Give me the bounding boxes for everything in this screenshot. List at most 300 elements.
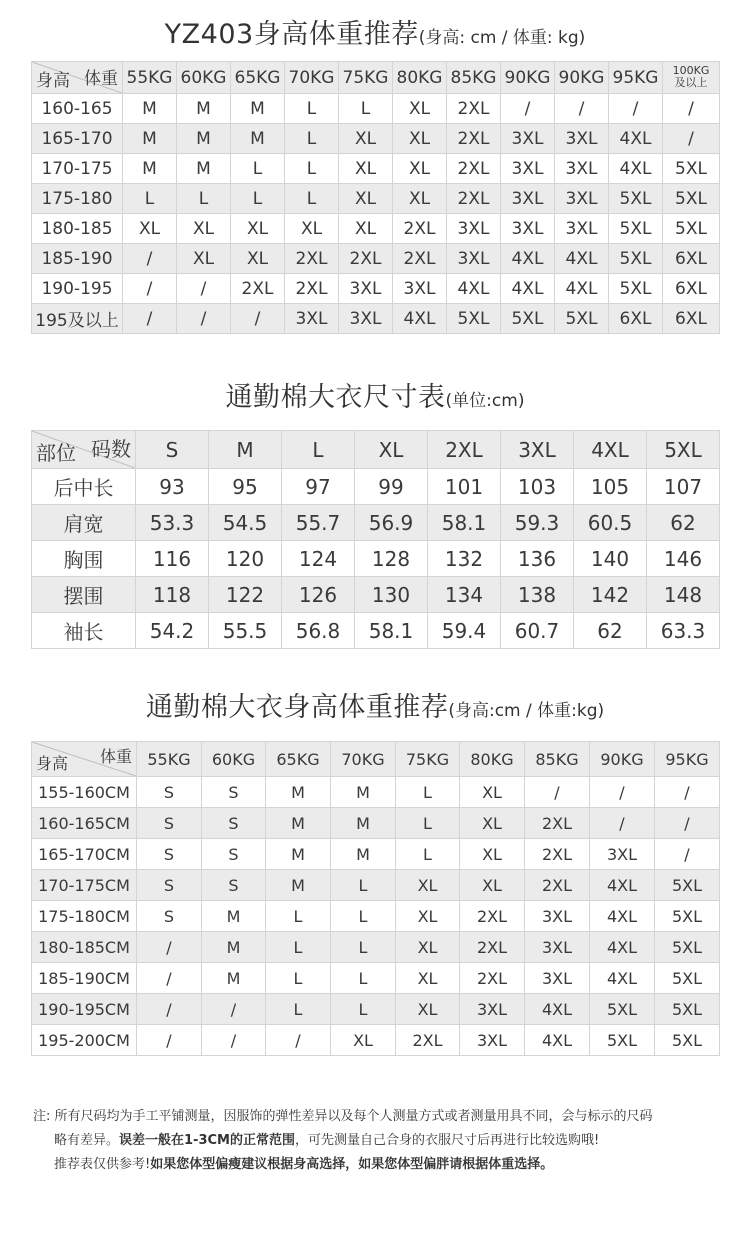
table1-table-row (32, 244, 720, 274)
table1-cell: 4XL (555, 274, 609, 304)
table3-height-weight-grid (31, 741, 720, 1056)
table3-cell: M (202, 963, 266, 994)
table2-corner-row-label: 部位 (36, 441, 76, 465)
table1-cell: / (177, 274, 231, 304)
table1-cell: / (663, 124, 720, 154)
table3-cell: S (137, 808, 202, 839)
table3-cell: XL (396, 994, 460, 1025)
note-line-3-emphasis: 如果您体型偏瘦建议根据身高选择，如果您体型偏胖请根据体重选择。 (150, 1157, 554, 1172)
table2-cell: 107 (647, 469, 720, 505)
table1-cell: XL (285, 214, 339, 244)
table1-cell: L (123, 184, 177, 214)
table3-cell: / (202, 1025, 266, 1056)
table2-cell: 63.3 (647, 613, 720, 649)
table3-cell: / (266, 1025, 331, 1056)
table3-table-row (32, 901, 720, 932)
table2-table-row (32, 469, 720, 505)
table1-title: YZ403身高体重推荐 (164, 19, 419, 50)
table1-table-row (32, 304, 720, 334)
table2-cell: 132 (428, 541, 501, 577)
table1-cell: M (177, 94, 231, 124)
table3-cell: / (202, 994, 266, 1025)
table3-cell: M (266, 839, 331, 870)
table3-cell: 2XL (396, 1025, 460, 1056)
table2-cell: 56.8 (282, 613, 355, 649)
table2-cell: 105 (574, 469, 647, 505)
table1-cell: 5XL (609, 274, 663, 304)
table1-cell: 5XL (447, 304, 501, 334)
table3-column-header: 55KG (137, 742, 202, 777)
table3-cell: S (137, 839, 202, 870)
table1-table-row (32, 214, 720, 244)
table3-cell: L (266, 901, 331, 932)
table1-cell: 3XL (285, 304, 339, 334)
table1-cell: 2XL (285, 244, 339, 274)
table3-row-header: 185-190CM (32, 963, 137, 994)
table3-title: 通勤棉大衣身高体重推荐 (145, 692, 449, 723)
table3-cell: L (331, 901, 396, 932)
table1-cell: 4XL (501, 244, 555, 274)
table3-cell: / (590, 777, 655, 808)
table1-column-header: 60KG (177, 62, 231, 94)
table1-cell: 2XL (393, 244, 447, 274)
table1-table-row (32, 124, 720, 154)
table1-corner-cell (32, 62, 123, 94)
table1-column-header: 65KG (231, 62, 285, 94)
table1-cell: 5XL (609, 214, 663, 244)
table1-cell: M (177, 154, 231, 184)
table3-cell: S (137, 777, 202, 808)
table2-corner-col-label: 码数 (91, 437, 131, 461)
table1-cell: 2XL (447, 184, 501, 214)
table2-column-header: 4XL (574, 431, 647, 469)
table1-cell: 4XL (393, 304, 447, 334)
table1-cell: / (501, 94, 555, 124)
table3-cell: / (137, 994, 202, 1025)
table3-cell: 5XL (590, 994, 655, 1025)
table2-subtitle: (单位:cm) (445, 391, 525, 411)
table2-column-header: L (282, 431, 355, 469)
table3-cell: S (202, 808, 266, 839)
table3-cell: / (655, 777, 720, 808)
table3-column-header: 95KG (655, 742, 720, 777)
table3-row-header: 175-180CM (32, 901, 137, 932)
table3-cell: L (331, 870, 396, 901)
table2-cell: 53.3 (136, 505, 209, 541)
table2-cell: 130 (355, 577, 428, 613)
table3-corner-col-label: 体重 (99, 747, 132, 766)
table2-cell: 103 (501, 469, 574, 505)
table1-cell: 3XL (447, 214, 501, 244)
table1-cell: M (231, 94, 285, 124)
table2-cell: 93 (136, 469, 209, 505)
table1-cell: / (123, 274, 177, 304)
table3-column-header: 60KG (202, 742, 266, 777)
table1-row-header: 180-185 (32, 214, 123, 244)
table2-cell: 58.1 (428, 505, 501, 541)
table3-cell: M (331, 839, 396, 870)
size-chart-title-3 (0, 685, 750, 724)
table1-cell: L (285, 124, 339, 154)
table3-cell: 2XL (525, 808, 590, 839)
table3-cell: / (655, 839, 720, 870)
table3-cell: L (331, 932, 396, 963)
table3-cell: L (331, 963, 396, 994)
table3-cell: M (202, 901, 266, 932)
table1-column-header: 90KG (555, 62, 609, 94)
table2-cell: 116 (136, 541, 209, 577)
table2-column-header: S (136, 431, 209, 469)
table1-cell: 2XL (447, 124, 501, 154)
table3-cell: 2XL (525, 870, 590, 901)
table2-cell: 118 (136, 577, 209, 613)
table3-cell: 3XL (525, 932, 590, 963)
table3-row-header: 180-185CM (32, 932, 137, 963)
table3-cell: XL (331, 1025, 396, 1056)
table1-cell: / (609, 94, 663, 124)
size-chart-title-1 (0, 12, 750, 51)
table1-cell: L (285, 94, 339, 124)
table1-corner-row-label: 身高 (36, 71, 70, 91)
table1-cell: L (285, 184, 339, 214)
table1-header-row (32, 62, 720, 94)
table3-cell: L (396, 777, 460, 808)
table3-table-row (32, 932, 720, 963)
table3-cell: XL (396, 901, 460, 932)
size-chart-title-2 (0, 375, 750, 414)
table3-table-row (32, 839, 720, 870)
table3-cell: L (396, 839, 460, 870)
table3-table-row (32, 808, 720, 839)
table1-table-row (32, 274, 720, 304)
table1-cell: 5XL (609, 184, 663, 214)
table1-column-header: 80KG (393, 62, 447, 94)
table1-cell: L (231, 184, 285, 214)
table3-cell: 3XL (460, 994, 525, 1025)
table2-cell: 54.5 (209, 505, 282, 541)
table3-column-header: 65KG (266, 742, 331, 777)
table1-cell: XL (393, 154, 447, 184)
table3-cell: 4XL (590, 932, 655, 963)
table3-column-header: 85KG (525, 742, 590, 777)
table2-corner-cell (32, 431, 136, 469)
table1-cell: 4XL (501, 274, 555, 304)
table1-cell: 3XL (447, 244, 501, 274)
table3-column-header: 70KG (331, 742, 396, 777)
table3-row-header: 195-200CM (32, 1025, 137, 1056)
table3-cell: / (137, 1025, 202, 1056)
table3-cell: 5XL (655, 994, 720, 1025)
table3-table-row (32, 963, 720, 994)
table2-cell: 128 (355, 541, 428, 577)
table1-cell: / (123, 304, 177, 334)
table2-cell: 99 (355, 469, 428, 505)
table1-cell: XL (339, 184, 393, 214)
table3-cell: / (655, 808, 720, 839)
table3-cell: XL (396, 963, 460, 994)
table2-column-header: XL (355, 431, 428, 469)
table1-row-header: 185-190 (32, 244, 123, 274)
table3-cell: 2XL (525, 839, 590, 870)
table1-table-row (32, 94, 720, 124)
table3-cell: S (137, 870, 202, 901)
table2-cell: 56.9 (355, 505, 428, 541)
table3-cell: 3XL (590, 839, 655, 870)
table2-cell: 138 (501, 577, 574, 613)
table3-table-row (32, 777, 720, 808)
table1-cell: 3XL (393, 274, 447, 304)
table3-cell: M (266, 777, 331, 808)
note-line-3 (33, 1153, 733, 1177)
table2-header-row (32, 431, 720, 469)
table1-column-header: 75KG (339, 62, 393, 94)
table3-cell: XL (396, 870, 460, 901)
table1-cell: 3XL (555, 154, 609, 184)
table1-cell: L (285, 154, 339, 184)
table3-cell: / (525, 777, 590, 808)
table1-cell: 3XL (501, 214, 555, 244)
table3-cell: 5XL (655, 870, 720, 901)
table3-column-header: 75KG (396, 742, 460, 777)
table3-row-header: 160-165CM (32, 808, 137, 839)
table1-last-col-line2: 及以上 (674, 75, 708, 89)
table2-cell: 140 (574, 541, 647, 577)
table2-cell: 97 (282, 469, 355, 505)
note-line-2-emphasis: 误差一般在1-3CM的正常范围 (119, 1133, 295, 1148)
table3-cell: 4XL (525, 994, 590, 1025)
table2-table-row (32, 541, 720, 577)
table1-cell: 3XL (555, 124, 609, 154)
table2-cell: 142 (574, 577, 647, 613)
table2-cell: 101 (428, 469, 501, 505)
table3-row-header: 170-175CM (32, 870, 137, 901)
table3-cell: / (590, 808, 655, 839)
table1-cell: XL (231, 244, 285, 274)
table1-cell: XL (339, 214, 393, 244)
table3-cell: L (266, 963, 331, 994)
table1-height-weight-grid (31, 61, 720, 334)
table3-cell: M (266, 870, 331, 901)
table3-cell: M (266, 808, 331, 839)
table2-row-header: 后中长 (32, 469, 136, 505)
table1-cell: L (339, 94, 393, 124)
table1-column-header: 95KG (609, 62, 663, 94)
table1-table-row (32, 184, 720, 214)
note-line-3-a: 推荐表仅供参考! (54, 1157, 151, 1172)
table3-table-row (32, 994, 720, 1025)
table1-cell: / (555, 94, 609, 124)
table1-cell: XL (339, 124, 393, 154)
table3-cell: XL (396, 932, 460, 963)
table1-table-row (32, 154, 720, 184)
table1-row-header: 160-165 (32, 94, 123, 124)
table2-table-row (32, 613, 720, 649)
table2-cell: 120 (209, 541, 282, 577)
table3-header-row (32, 742, 720, 777)
table2-cell: 148 (647, 577, 720, 613)
table1-cell: 3XL (501, 184, 555, 214)
table3-cell: 2XL (460, 932, 525, 963)
table2-column-header: M (209, 431, 282, 469)
table2-cell: 134 (428, 577, 501, 613)
table3-cell: 5XL (590, 1025, 655, 1056)
table3-cell: 5XL (655, 901, 720, 932)
table3-cell: M (202, 932, 266, 963)
table2-row-header: 摆围 (32, 577, 136, 613)
table1-cell: / (231, 304, 285, 334)
table1-cell: XL (177, 244, 231, 274)
table3-table-row (32, 870, 720, 901)
table2-cell: 54.2 (136, 613, 209, 649)
table2-cell: 60.7 (501, 613, 574, 649)
table1-cell: 3XL (339, 274, 393, 304)
table1-cell: XL (177, 214, 231, 244)
table1-cell: 2XL (447, 94, 501, 124)
table1-last-col-label (673, 65, 710, 89)
table1-column-header: 70KG (285, 62, 339, 94)
table3-cell: XL (460, 777, 525, 808)
table2-column-header: 3XL (501, 431, 574, 469)
table1-cell: XL (339, 154, 393, 184)
table2-row-header: 袖长 (32, 613, 136, 649)
table1-cell: M (177, 124, 231, 154)
table1-cell: 5XL (609, 244, 663, 274)
table1-cell: L (177, 184, 231, 214)
table3-cell: S (137, 901, 202, 932)
table2-cell: 59.3 (501, 505, 574, 541)
table3-cell: 3XL (525, 901, 590, 932)
table3-cell: 2XL (460, 963, 525, 994)
table2-row-header: 肩宽 (32, 505, 136, 541)
table1-cell: 4XL (609, 154, 663, 184)
table1-row-header: 195及以上 (32, 304, 123, 334)
table1-cell: XL (393, 184, 447, 214)
table2-cell: 60.5 (574, 505, 647, 541)
table1-cell: 3XL (501, 154, 555, 184)
table1-cell: 4XL (447, 274, 501, 304)
table3-corner-row-label: 身高 (36, 754, 69, 773)
table3-cell: L (266, 994, 331, 1025)
table1-cell: 5XL (501, 304, 555, 334)
table1-column-header: 55KG (123, 62, 177, 94)
table1-corner-col-label: 体重 (84, 69, 118, 89)
table1-cell: M (231, 124, 285, 154)
table3-cell: S (202, 870, 266, 901)
table1-cell: 6XL (663, 274, 720, 304)
table1-cell: 6XL (609, 304, 663, 334)
table3-row-header: 155-160CM (32, 777, 137, 808)
table2-cell: 62 (574, 613, 647, 649)
table3-cell: 4XL (525, 1025, 590, 1056)
table3-column-header: 80KG (460, 742, 525, 777)
table1-cell: 2XL (447, 154, 501, 184)
table3-cell: 5XL (655, 932, 720, 963)
table2-row-header: 胸围 (32, 541, 136, 577)
table1-last-col-line1: 100KG (672, 63, 710, 77)
table2-cell: 124 (282, 541, 355, 577)
table1-cell: 5XL (663, 184, 720, 214)
table3-cell: L (396, 808, 460, 839)
table1-cell: XL (123, 214, 177, 244)
table3-corner-cell (32, 742, 137, 777)
table3-cell: 5XL (655, 963, 720, 994)
table1-cell: 3XL (555, 214, 609, 244)
table3-row-header: 190-195CM (32, 994, 137, 1025)
table3-cell: L (266, 932, 331, 963)
table1-cell: XL (393, 94, 447, 124)
size-notes (33, 1105, 733, 1177)
table1-cell: 3XL (555, 184, 609, 214)
table1-cell: 5XL (663, 154, 720, 184)
table1-cell: 4XL (555, 244, 609, 274)
table1-row-header: 190-195 (32, 274, 123, 304)
table3-cell: 4XL (590, 963, 655, 994)
table1-column-header: 90KG (501, 62, 555, 94)
table1-cell: 3XL (501, 124, 555, 154)
table3-cell: 5XL (655, 1025, 720, 1056)
table1-cell: XL (393, 124, 447, 154)
table3-cell: 3XL (460, 1025, 525, 1056)
table2-table-row (32, 577, 720, 613)
table1-cell: 5XL (663, 214, 720, 244)
note-line-2-a: 略有差异。 (54, 1133, 120, 1148)
note-line-1: 注: 所有尺码均为手工平铺测量，因服饰的弹性差异以及每个人测量方式或者测量用具不同，会与标示的尺码 (33, 1109, 653, 1124)
table2-cell: 136 (501, 541, 574, 577)
table2-cell: 55.7 (282, 505, 355, 541)
table1-cell: M (123, 94, 177, 124)
table1-cell: 2XL (339, 244, 393, 274)
table1-cell: / (663, 94, 720, 124)
table3-cell: M (331, 808, 396, 839)
table1-cell: M (123, 124, 177, 154)
table3-subtitle: (身高:cm / 体重:kg) (448, 701, 605, 721)
table3-cell: XL (460, 839, 525, 870)
table3-cell: XL (460, 808, 525, 839)
table1-cell: 5XL (555, 304, 609, 334)
table3-cell: 3XL (525, 963, 590, 994)
table3-cell: 4XL (590, 901, 655, 932)
table1-row-header: 170-175 (32, 154, 123, 184)
table3-cell: 4XL (590, 870, 655, 901)
table3-cell: M (331, 777, 396, 808)
table1-row-header: 175-180 (32, 184, 123, 214)
table1-cell: / (123, 244, 177, 274)
table3-cell: XL (460, 870, 525, 901)
table3-cell: S (202, 839, 266, 870)
table2-cell: 59.4 (428, 613, 501, 649)
table1-cell: 4XL (609, 124, 663, 154)
table1-row-header: 165-170 (32, 124, 123, 154)
table1-column-header-last (663, 62, 720, 94)
table1-cell: 2XL (231, 274, 285, 304)
table3-row-header: 165-170CM (32, 839, 137, 870)
table3-cell: / (137, 932, 202, 963)
table3-cell: 2XL (460, 901, 525, 932)
table2-cell: 55.5 (209, 613, 282, 649)
table2-cell: 146 (647, 541, 720, 577)
table3-cell: S (202, 777, 266, 808)
table2-table-row (32, 505, 720, 541)
table2-cell: 126 (282, 577, 355, 613)
table1-subtitle: (身高: cm / 体重: kg) (418, 28, 586, 48)
table1-cell: 6XL (663, 304, 720, 334)
table1-cell: 2XL (393, 214, 447, 244)
table2-cell: 58.1 (355, 613, 428, 649)
table1-cell: 6XL (663, 244, 720, 274)
table1-cell: L (231, 154, 285, 184)
table2-cell: 122 (209, 577, 282, 613)
table2-cell: 95 (209, 469, 282, 505)
